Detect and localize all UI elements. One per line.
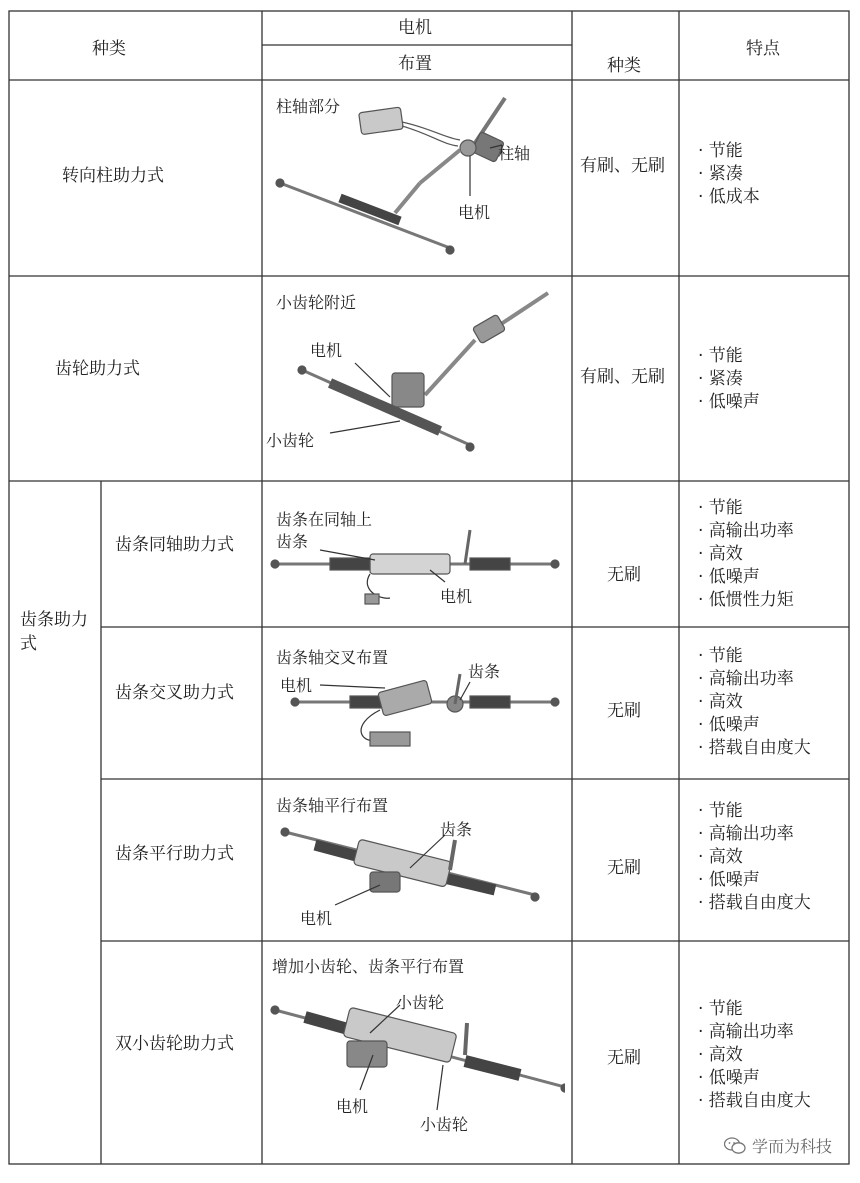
feature-item: · 节能 <box>698 498 743 518</box>
callout-label: 小齿轮 <box>266 431 315 450</box>
feature-item: · 低噪声 <box>698 392 760 412</box>
feature-item: · 节能 <box>698 141 743 161</box>
feature-list <box>698 497 794 612</box>
callout-label: 齿条 <box>440 820 473 839</box>
feature-item: · 低噪声 <box>698 715 760 735</box>
header-layout: 布置 <box>398 54 432 74</box>
row-type: 转向柱助力式 <box>62 166 164 186</box>
feature-item: · 紧凑 <box>698 164 743 184</box>
layout-title: 柱轴部分 <box>276 97 341 116</box>
callout-label: 齿条 <box>468 662 501 681</box>
header-features: 特点 <box>746 39 780 59</box>
header-motor: 电机 <box>398 18 432 38</box>
feature-item: · 高输出功率 <box>698 521 794 541</box>
callout-label: 柱轴 <box>498 144 531 163</box>
feature-item: · 节能 <box>698 646 743 666</box>
feature-list <box>698 140 760 209</box>
layout-title: 增加小齿轮、齿条平行布置 <box>272 957 465 976</box>
callout-label: 电机 <box>310 341 343 360</box>
callout-label: 电机 <box>336 1097 369 1116</box>
callout-label: 小齿轮 <box>396 993 445 1012</box>
feature-item: · 低噪声 <box>698 870 760 890</box>
feature-list <box>698 345 760 414</box>
watermark <box>724 1134 832 1157</box>
feature-item: · 高效 <box>698 692 743 712</box>
feature-item: · 搭载自由度大 <box>698 1091 811 1111</box>
feature-item: · 紧凑 <box>698 369 743 389</box>
layout-title: 齿条在同轴上 <box>276 510 373 529</box>
watermark-text: 学而为科技 <box>751 1137 832 1156</box>
feature-item: · 高效 <box>698 1045 743 1065</box>
header-type: 种类 <box>92 39 126 59</box>
rack-coaxial-assist-illustration <box>270 520 565 620</box>
callout-label: 电机 <box>300 909 333 928</box>
feature-item: · 低噪声 <box>698 567 760 587</box>
feature-list <box>698 998 811 1113</box>
feature-item: · 低成本 <box>698 187 760 207</box>
steering-column-assist-illustration <box>270 88 565 268</box>
feature-item: · 低惯性力矩 <box>698 590 794 610</box>
callout-label: 齿条 <box>276 532 309 551</box>
feature-item: · 高效 <box>698 544 743 564</box>
feature-item: · 搭载自由度大 <box>698 738 811 758</box>
feature-item: · 低噪声 <box>698 1068 760 1088</box>
row-type: 齿轮助力式 <box>55 359 140 379</box>
callout-label: 电机 <box>458 203 491 222</box>
motor-type: 有刷、无刷 <box>580 367 665 387</box>
feature-item: · 搭载自由度大 <box>698 893 811 913</box>
row-type: 齿条平行助力式 <box>115 844 234 864</box>
motor-type: 无刷 <box>607 701 641 721</box>
callout-label: 电机 <box>440 587 473 606</box>
wechat-icon <box>724 1137 746 1155</box>
feature-list <box>698 800 811 915</box>
feature-item: · 节能 <box>698 346 743 366</box>
feature-item: · 高效 <box>698 847 743 867</box>
feature-item: · 高输出功率 <box>698 669 794 689</box>
header-motor-type: 种类 <box>607 56 641 76</box>
callout-label: 电机 <box>280 676 313 695</box>
layout-title: 齿条轴平行布置 <box>276 796 389 815</box>
rack-cross-assist-illustration <box>270 660 565 772</box>
motor-type: 无刷 <box>607 565 641 585</box>
feature-item: · 节能 <box>698 999 743 1019</box>
feature-item: · 高输出功率 <box>698 824 794 844</box>
layout-title: 齿条轴交叉布置 <box>276 648 389 667</box>
row-type: 齿条同轴助力式 <box>115 535 234 555</box>
row-type: 双小齿轮助力式 <box>115 1034 234 1054</box>
motor-type: 有刷、无刷 <box>580 156 665 176</box>
feature-item: · 高输出功率 <box>698 1022 794 1042</box>
pinion-assist-illustration <box>270 285 565 473</box>
layout-title: 小齿轮附近 <box>276 293 357 312</box>
row-type: 齿条交叉助力式 <box>115 683 234 703</box>
group-label: 齿条助力式 <box>20 610 88 654</box>
motor-type: 无刷 <box>607 858 641 878</box>
callout-label: 小齿轮 <box>420 1115 469 1134</box>
motor-type: 无刷 <box>607 1048 641 1068</box>
feature-item: · 节能 <box>698 801 743 821</box>
feature-list <box>698 645 811 760</box>
